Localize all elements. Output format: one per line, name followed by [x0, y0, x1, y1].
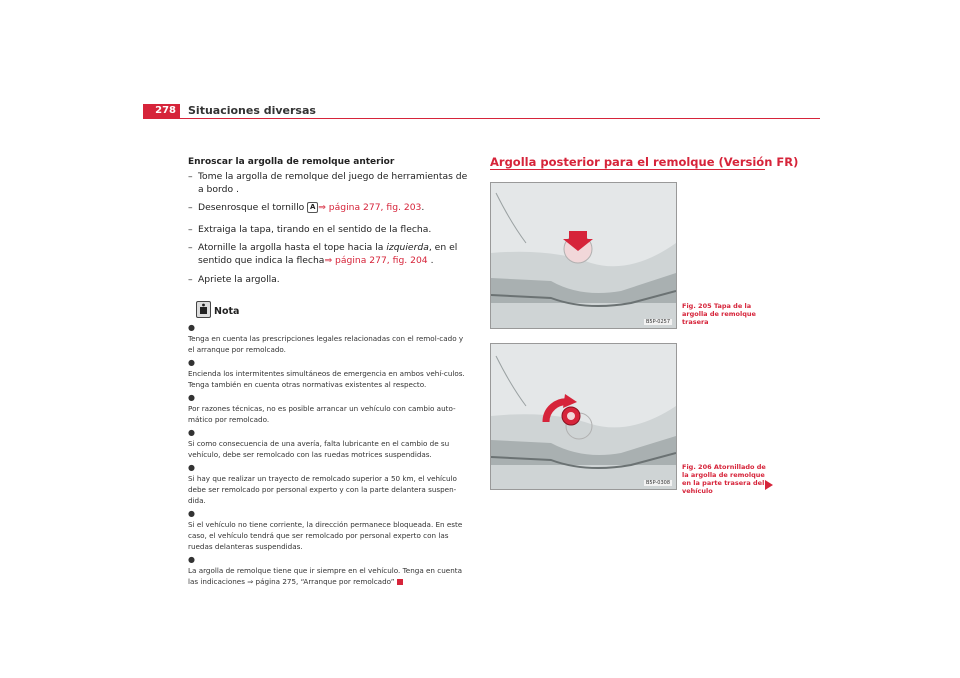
end-of-section-icon	[397, 579, 403, 585]
notes-list	[188, 322, 468, 589]
note-icon	[196, 301, 211, 318]
note-text: La argolla de remolque tiene que ir siempre en el vehículo. Tenga en cuenta las indicaciones ⇒ página 275, “Arranque por remolcado”	[188, 566, 462, 586]
figure-206	[490, 343, 677, 490]
step-text-mid: , en el sentido que indica la flecha	[198, 242, 458, 266]
step-text-pre: Atornille la argolla hasta el tope hacia la	[198, 242, 387, 253]
note-text: Por razones técnicas, no es posible arrancar un vehículo con cambio auto-mático por remolcado.	[188, 404, 456, 424]
note-text: Tenga en cuenta las prescripciones legales relacionadas con el remol-cado y el arranque por remolcado.	[188, 334, 464, 354]
page-reference-link[interactable]: ⇒ página 277, fig. 203	[318, 202, 422, 213]
figure-205	[490, 182, 677, 329]
step-dash: –	[188, 224, 193, 235]
note-text: Si hay que realizar un trayecto de remolcado superior a 50 km, el vehículo debe ser remolcado por personal experto y con la parte delantera suspen-dida.	[188, 474, 457, 505]
bullet-icon: ●	[188, 358, 195, 367]
callout-a-badge: A	[307, 202, 318, 213]
note-item	[188, 508, 468, 552]
figure-206-caption: Fig. 206 Atornillado de la argolla de remolque en la parte trasera del vehículo	[682, 463, 766, 495]
header-divider	[143, 118, 820, 119]
figure-206-illustration	[491, 344, 676, 489]
page-number: 278	[143, 104, 180, 118]
continue-arrow-icon	[765, 480, 773, 490]
note-item	[188, 554, 468, 587]
step-text-emphasis: izquierda	[386, 242, 429, 253]
step-dash: –	[188, 242, 193, 253]
figure-code: B5P-0308	[645, 480, 670, 486]
note-item	[188, 462, 468, 506]
step-2	[188, 201, 468, 214]
step-1	[188, 170, 468, 196]
note-item	[188, 427, 468, 460]
step-4	[188, 241, 468, 267]
step-dash: –	[188, 202, 193, 213]
step-text	[198, 201, 424, 214]
figure-205-caption: Fig. 205 Tapa de la argolla de remolque trasera	[682, 302, 756, 326]
step-text: Extraiga la tapa, tirando en el sentido de la flecha.	[198, 224, 432, 235]
step-text	[198, 241, 468, 267]
section-divider	[490, 169, 765, 170]
page-reference-link[interactable]: ⇒ página 277, fig. 204	[324, 255, 428, 266]
bullet-icon: ●	[188, 555, 195, 564]
note-item	[188, 322, 468, 355]
step-5	[188, 273, 468, 286]
bullet-icon: ●	[188, 323, 195, 332]
subheading: Enroscar la argolla de remolque anterior	[188, 157, 395, 167]
note-item	[188, 357, 468, 390]
bullet-icon: ●	[188, 509, 195, 518]
note-title: Nota	[214, 306, 240, 317]
note-text: Si como consecuencia de una avería, falta lubricante en el cambio de su vehículo, debe ser remolcado con las ruedas motrices suspendidas.	[188, 439, 450, 459]
section-title: Argolla posterior para el remolque (Versión FR)	[490, 155, 799, 169]
figure-code: B5P-0257	[645, 319, 670, 325]
step-text-post: .	[421, 202, 425, 213]
step-text-post: .	[427, 255, 434, 266]
figure-205-illustration	[491, 183, 676, 328]
step-text: Apriete la argolla.	[198, 274, 280, 285]
step-text-pre: Desenrosque el tornillo	[198, 202, 308, 213]
note-text: Encienda los intermitentes simultáneos de emergencia en ambos vehí-culos. Tenga también en cuenta otras normativas existentes al respecto.	[188, 369, 465, 389]
page-header-title: Situaciones diversas	[188, 104, 316, 117]
bullet-icon: ●	[188, 463, 195, 472]
bullet-icon: ●	[188, 393, 195, 402]
step-3	[188, 223, 468, 236]
step-dash: –	[188, 171, 193, 182]
bullet-icon: ●	[188, 428, 195, 437]
step-text: Tome la argolla de remolque del juego de herramientas de a bordo .	[198, 171, 468, 195]
note-text: Si el vehículo no tiene corriente, la dirección permanece bloqueada. En este caso, el vehículo tendrá que ser remolcado por personal experto con las ruedas delanteras suspendidas.	[188, 520, 463, 551]
step-dash: –	[188, 274, 193, 285]
note-item	[188, 392, 468, 425]
